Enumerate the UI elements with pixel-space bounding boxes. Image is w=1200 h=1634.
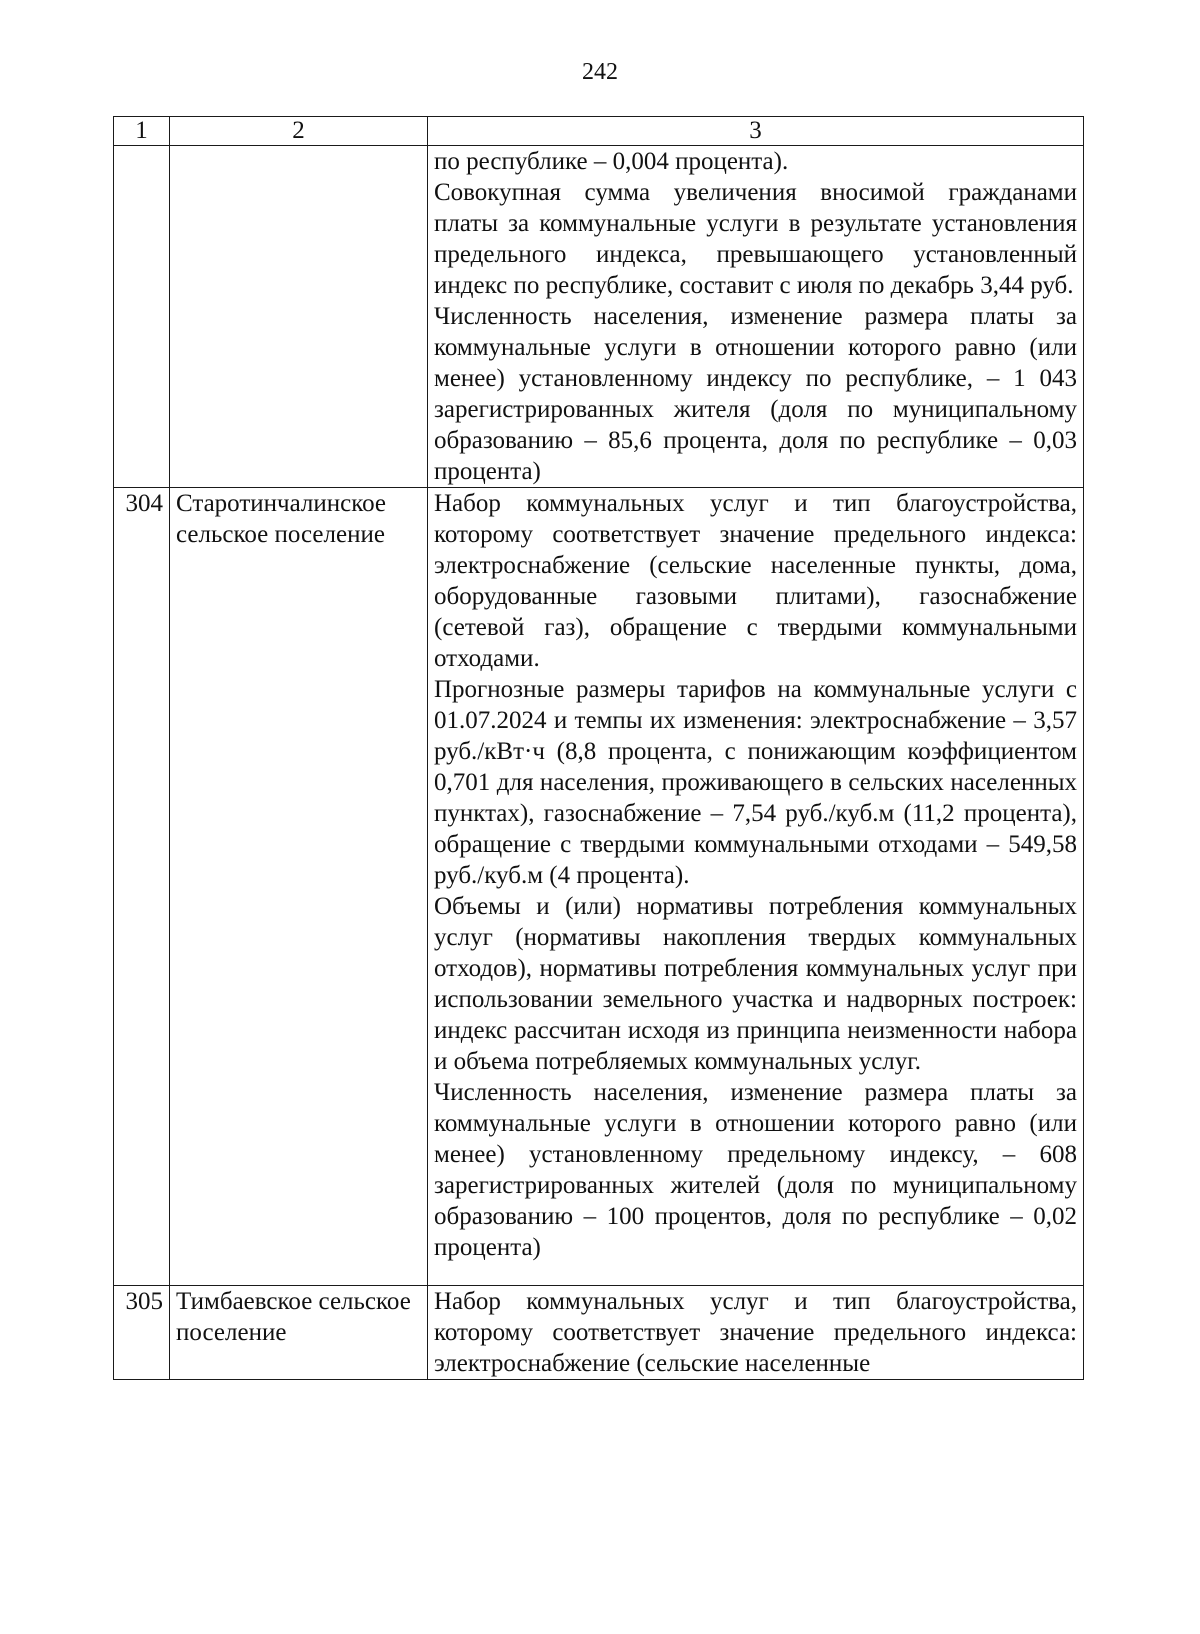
description-paragraph: Совокупная сумма увеличения вносимой гражданами платы за коммунальные услуги в результате установления предельного индекса, превышающего установленный индекс по республике, составит с июля по декабрь 3,44 руб. xyxy=(434,179,1077,299)
description-paragraph: Прогнозные размеры тарифов на коммунальные услуги с 01.07.2024 и темпы их изменения: электроснабжение – 3,57 руб./кВт·ч (8,8 процента, с понижающим коэффициентом 0,701 для населения, проживающего в сельских населенных пунктах), газоснабжение – 7,54 руб./куб.м (11,2 процента), обращение с твердыми коммунальными отходами – 549,58 руб./куб.м (4 процента). xyxy=(434,676,1077,889)
description-cell xyxy=(428,488,1084,1286)
description-cell xyxy=(428,1286,1084,1380)
column-header-description: 3 xyxy=(428,117,1084,146)
description-paragraph: Объемы и (или) нормативы потребления коммунальных услуг (нормативы накопления твердых коммунальных отходов), нормативы потребления коммунальных услуг при использовании земельного участка и надворных построек: индекс рассчитан исходя из принципа неизменности набора и объема потребляемых коммунальных услуг. xyxy=(434,893,1077,1075)
table-header-row xyxy=(114,117,1084,146)
column-header-number: 1 xyxy=(114,117,170,146)
description-paragraph: Набор коммунальных услуг и тип благоустройства, которому соответствует значение предельного индекса: электроснабжение (сельские населенные xyxy=(434,1288,1077,1377)
description-paragraph: Численность населения, изменение размера платы за коммунальные услуги в отношении которого равно (или менее) установленному предельному индексу, – 608 зарегистрированных жителей (доля по муниципальному образованию – 100 процентов, доля по республике – 0,02 процента) xyxy=(434,1079,1077,1261)
column-header-municipality: 2 xyxy=(170,117,428,146)
description-paragraph: по республике – 0,004 процента). xyxy=(434,148,789,175)
row-number xyxy=(114,146,170,488)
row-number: 305 xyxy=(114,1286,170,1380)
description-cell xyxy=(428,146,1084,488)
row-number: 304 xyxy=(114,488,170,1286)
description-paragraph: Набор коммунальных услуг и тип благоустройства, которому соответствует значение предельного индекса: электроснабжение (сельские населенные пункты, дома, оборудованные газовыми плитами), газоснабжение (сетевой газ), обращение с твердыми коммунальными отходами. xyxy=(434,490,1077,672)
page-number: 242 xyxy=(582,59,618,85)
tariff-table xyxy=(113,116,1084,1380)
municipality-name xyxy=(170,146,428,488)
table-row xyxy=(114,146,1084,488)
table-row xyxy=(114,488,1084,1286)
municipality-name: Старотинчалинское сельское поселение xyxy=(170,488,428,1286)
table-row xyxy=(114,1286,1084,1380)
municipality-name: Тимбаевское сельское поселение xyxy=(170,1286,428,1380)
description-paragraph: Численность населения, изменение размера платы за коммунальные услуги в отношении которого равно (или менее) установленному индексу по республике, – 1 043 зарегистрированных жителя (доля по муниципальному образованию – 85,6 процента, доля по республике – 0,03 процента) xyxy=(434,303,1077,485)
